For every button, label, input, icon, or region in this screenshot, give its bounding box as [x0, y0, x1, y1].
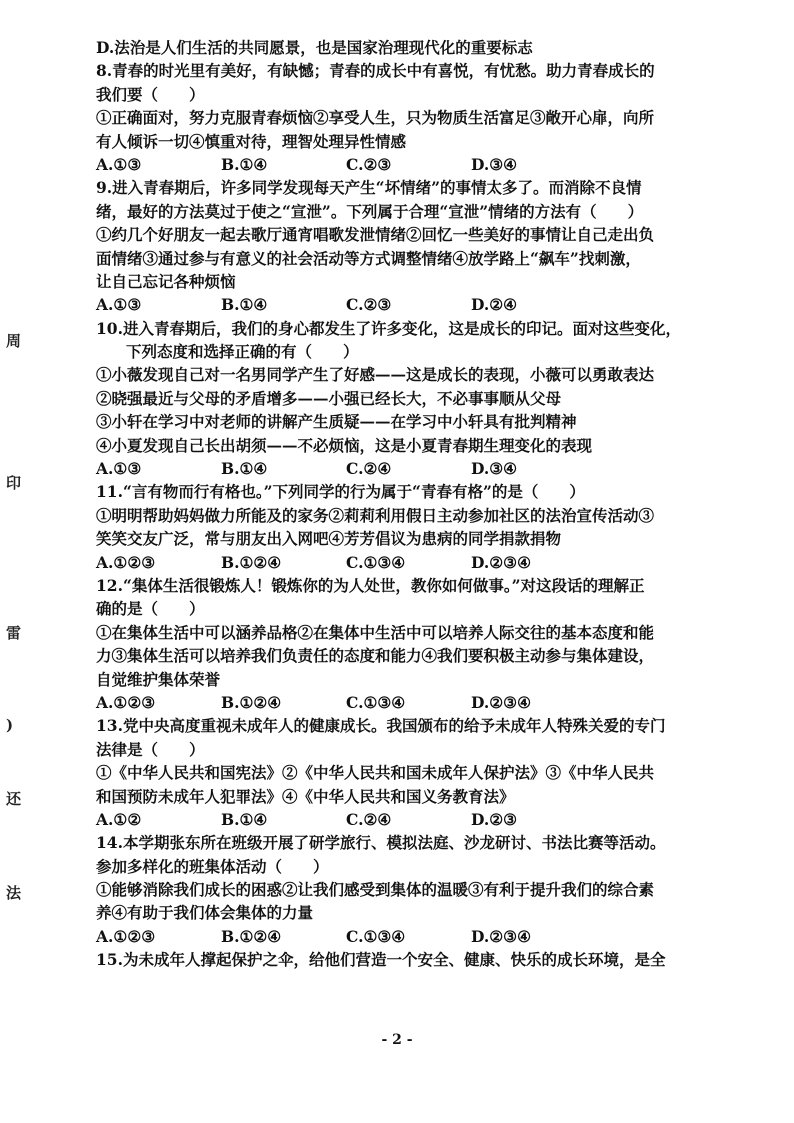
text-line: 有人倾诉一切④慎重对待，理智处理异性情感 — [96, 131, 407, 151]
answer-option: D.②③ — [471, 809, 518, 829]
answer-option: D.②④ — [471, 295, 518, 315]
text-line: 14.本学期张东所在班级开展了研学旅行、模拟法庭、沙龙研讨、书法比赛等活动。 — [96, 833, 666, 853]
text-line: ③小轩在学习中对老师的讲解产生质疑——在学习中小轩具有批判精神 — [96, 412, 577, 432]
answer-option: A.①② — [96, 809, 142, 829]
text-line: 我们要（ ） — [96, 84, 205, 104]
answer-options — [96, 293, 706, 316]
text-line: 力③集体生活可以培养我们负责任的态度和能力④我们要积极主动参与集体建设， — [96, 646, 655, 666]
answer-option: C.①③④ — [346, 926, 406, 946]
answer-option: A.①③ — [96, 295, 142, 315]
answer-option: D.②③④ — [471, 692, 531, 712]
answer-option: C.①③④ — [346, 692, 406, 712]
answer-option: A.①②③ — [96, 926, 156, 946]
answer-option: B.①②④ — [221, 692, 282, 712]
text-line: ①小薇发现自己对一名男同学产生了好感——这是成长的表现，小薇可以勇敢表达 — [96, 365, 655, 385]
answer-option: D.③④ — [471, 154, 518, 174]
text-line: 12.“集体生活很锻炼人！锻炼你的为人处世，教你如何做事。”对这段话的理解正 — [96, 575, 645, 595]
answer-options — [96, 457, 706, 480]
text-line: ②晓强最近与父母的矛盾增多——小强已经长大，不必事事顺从父母 — [96, 388, 562, 408]
text-line: 和国预防未成年人犯罪法》④《中华人民共和国义务教育法》 — [96, 786, 515, 806]
answer-option: D.②③④ — [471, 926, 531, 946]
text-line: 参加多样化的班集体活动（ ） — [96, 856, 329, 876]
text-line: 10.进入青春期后，我们的身心都发生了许多变化，这是成长的印记。面对这些变化， — [96, 318, 681, 338]
answer-option: A.①③ — [96, 154, 142, 174]
text-line: 面情绪③通过参与有意义的社会活动等方式调整情绪④放学路上“飙车”找刺激， — [96, 248, 641, 268]
answer-option: C.②③ — [346, 154, 392, 174]
margin-char: 还 — [6, 790, 22, 808]
page-number: - 2 - — [381, 1032, 413, 1048]
text-line: 法律是（ ） — [96, 739, 205, 759]
answer-option: D.③④ — [471, 459, 518, 479]
margin-char: 周 — [6, 332, 22, 350]
margin-char: ) — [6, 716, 14, 734]
answer-options — [96, 925, 706, 948]
text-line: ①约几个好朋友一起去歌厅通宵唱歌发泄情绪②回忆一些美好的事情让自己走出负 — [96, 225, 655, 245]
answer-option: B.①②④ — [221, 552, 282, 572]
answer-option: C.②③ — [346, 295, 392, 315]
text-line: ①正确面对，努力克服青春烦恼②享受人生，只为物质生活富足③敞开心扉，向所 — [96, 108, 655, 128]
answer-option: A.①③ — [96, 459, 142, 479]
text-line: 绪，最好的方法莫过于使之“宣泄”。下列属于合理“宣泄”情绪的方法有（ ） — [96, 201, 644, 221]
answer-option: D.②③④ — [471, 552, 531, 572]
text-line: 下列态度和选择正确的有（ ） — [126, 342, 359, 362]
text-line: 13.党中央高度重视未成年人的健康成长。我国颁布的给予未成年人特殊关爱的专门 — [96, 716, 666, 736]
text-line: 9.进入青春期后，许多同学发现每天产生“坏情绪”的事情太多了。而消除不良情 — [96, 178, 642, 198]
margin-char: 雷 — [6, 624, 22, 642]
answer-option: B.①④ — [221, 459, 268, 479]
text-line: 自觉维护集体荣誉 — [96, 669, 221, 689]
answer-option: A.①②③ — [96, 692, 156, 712]
margin-char: 印 — [6, 474, 22, 492]
answer-option: B.①④ — [221, 809, 268, 829]
answer-option: C.②④ — [346, 459, 392, 479]
text-line: D.法治是人们生活的共同愿景，也是国家治理现代化的重要标志 — [96, 38, 533, 57]
answer-options — [96, 808, 706, 831]
answer-option: B.①④ — [221, 295, 268, 315]
question-content — [96, 36, 706, 972]
answer-options — [96, 153, 706, 176]
answer-option: C.①③④ — [346, 552, 406, 572]
answer-option: B.①②④ — [221, 926, 282, 946]
text-line: 确的是（ ） — [96, 599, 205, 619]
margin-char: 法 — [6, 884, 22, 902]
text-line: ①在集体生活中可以涵养品格②在集体中生活中可以培养人际交往的基本态度和能 — [96, 622, 655, 642]
text-line: ①《中华人民共和国宪法》②《中华人民共和国未成年人保护法》③《中华人民共 — [96, 763, 655, 783]
answer-option: B.①④ — [221, 154, 268, 174]
text-line: ①明明帮助妈妈做力所能及的家务②莉莉利用假日主动参加社区的法治宣传活动③ — [96, 505, 655, 525]
answer-option: A.①②③ — [96, 552, 156, 572]
text-line: 让自己忘记各种烦恼 — [96, 271, 236, 291]
answer-option: C.②④ — [346, 809, 392, 829]
text-line: 15.为未成年人撑起保护之伞，给他们营造一个安全、健康、快乐的成长环境，是全 — [96, 950, 666, 970]
answer-options — [96, 691, 706, 714]
answer-options — [96, 551, 706, 574]
text-line: 笑笑交友广泛，常与朋友出入网吧④芳芳倡议为患病的同学捐款捐物 — [96, 529, 562, 549]
text-line: ④小夏发现自己长出胡须——不必烦恼，这是小夏青春期生理变化的表现 — [96, 435, 593, 455]
text-line: 8.青春的时光里有美好，有缺憾；青春的成长中有喜悦，有忧愁。助力青春成长的 — [96, 61, 655, 81]
text-line: 养④有助于我们体会集体的力量 — [96, 903, 314, 923]
text-line: 11.“言有物而行有格也。”下列同学的行为属于“青春有格”的是（ ） — [96, 482, 585, 502]
text-line: ①能够消除我们成长的困惑②让我们感受到集体的温暖③有利于提升我们的综合素 — [96, 880, 655, 900]
